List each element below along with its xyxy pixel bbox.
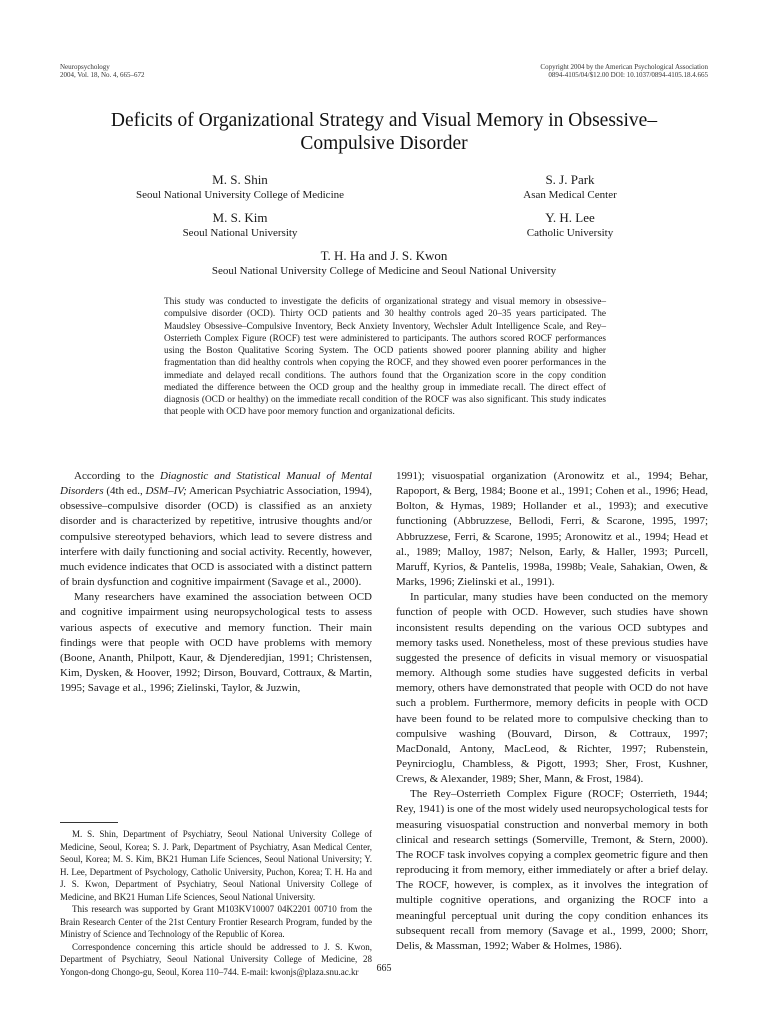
author-block	[100, 172, 380, 202]
author-affiliation: Seoul National University College of Medicine	[135, 189, 345, 201]
body-paragraph: In particular, many studies have been conducted on the memory function of people with OCD. However, such studies have shown inconsistent results depending on the various OCD subtypes and memory tasks used. Nonetheless, most of these previous studies have suggested the presence of deficits in visual memory or visuospatial memory. Although some studies have suggested deficits in verbal memory, others have demonstrated that people with OCD do not have such a problem. Furthermore, memory deficits in people with OCD have been found to be related more to compulsive checking than to compulsive washing (Bouvard, Dirson, & Cottraux, 1997; MacDonald, Antony, MacLeod, & Richter, 1997; Rubenstein, Peynircioglu, Chambless, & Pigott, 1993; Sher, Frost, Kushner, Crews, & Alexander, 1989; Sher, Mann, & Frost, 1984).	[396, 591, 708, 786]
author-name: T. H. Ha and J. S. Kwon	[320, 248, 448, 263]
body-text: (4th ed.,	[103, 485, 146, 498]
paper-title: Deficits of Organizational Strategy and Visual Memory in Obsessive–Compulsive Disorder	[110, 110, 658, 154]
author-name: S. J. Park	[545, 172, 595, 187]
abstract: This study was conducted to investigate the deficits of organizational strategy and visual memory in obsessive–compulsive disorder (OCD). Thirty OCD patients and 30 healthy controls aged 20–35 years participated. The Maudsley Obsessive–Compulsive Inventory, Beck Anxiety Inventory, Wechsler Adult Intelligence Scale, and Rey–Osterrieth Complex Figure (ROCF) test were administered to participants. The authors scored ROCF performances using the Boston Qualitative Scoring System. The OCD patients showed poorer planning ability and higher fragmentation than did healthy controls when copying the ROCF, and they showed even poorer performances in the immediate and delayed recall conditions. The authors found that the Organization score in the copy condition mediated the difference between the OCD group and the healthy group in immediate recall. The direct effect of diagnosis (OCD or healthy) on the immediate recall condition of the ROCF was also significant. This study indicates that people with OCD have poor memory function and organizational deficits.	[164, 297, 606, 418]
author-affiliation: Asan Medical Center	[523, 189, 617, 201]
journal-volume: 2004, Vol. 18, No. 4, 665–672	[60, 71, 145, 79]
author-affiliation: Seoul National University College of Medicine and Seoul National University	[211, 265, 557, 277]
author-affiliation: Catholic University	[526, 227, 614, 239]
author-name: M. S. Shin	[212, 172, 268, 187]
body-paragraph	[60, 469, 372, 590]
footnote-rule	[60, 822, 118, 823]
body-text: American Psychiatric Association, 1994), obsessive–compulsive disorder (OCD) is classified as an anxiety disorder and is characterized by repetitive, intrusive thoughts and/or compulsive stereotyped behaviors, which lead to severe distress and interfere with daily functioning and social activity. Recently, however, much evidence indicates that OCD is associated with a distinct pattern of brain dysfunction and cognitive impairment (Savage et al., 2000).	[60, 485, 372, 589]
author-block	[440, 210, 700, 240]
footnote-paragraph: Correspondence concerning this article should be addressed to J. S. Kwon, Department of Psychiatry, Seoul National University College of Medicine, 28 Yongon-dong Chongo-gu, Seoul, Korea 110–744. E-mail: kwonjs@plaza.snu.ac.kr	[60, 941, 372, 977]
author-block	[100, 248, 668, 278]
body-column-right	[396, 469, 708, 954]
footnote-paragraph: This research was supported by Grant M103KV10007 04K2201 00710 from the Brain Research Center of the 21st Century Frontier Research Program, funded by the Ministry of Science and Technology of the Republic of Korea.	[60, 904, 372, 939]
body-paragraph: Many researchers have examined the association between OCD and cognitive impairment using neuropsychological tests to assess various aspects of executive and memory function. Their main findings were that people with OCD have problems with memory (Boone, Ananth, Philpott, Kaur, & Djenderedjian, 1991; Christensen, Kim, Dysken, & Hoover, 1992; Dirson, Bouvard, Cottraux, & Martin, 1995; Savage et al., 1996; Zielinski, Taylor, & Juzwin,	[60, 591, 372, 695]
doi-line: 0894-4105/04/$12.00 DOI: 10.1037/0894-4105.18.4.665	[548, 71, 708, 79]
journal-name: Neuropsychology	[60, 63, 110, 71]
body-paragraph: 1991); visuospatial organization (Aronowitz et al., 1994; Behar, Rapoport, & Berg, 1984; Boone et al., 1991; Cohen et al., 1996; Head, Bolton, & Hymas, 1989; Hollander et al., 1993); and executive functioning (Abbruzzese, Bellodi, Ferri, & Scarone, 1995, 1997; Abbruzzese, Ferri, & Scarone, 1995; Aronowitz et al., 1994; Head et al., 1989; Malloy, 1987; Nelson, Early, & Haller, 1993; Purcell, Maruff, Kyrios, & Pantelis, 1998a, 1998b; Veale, Sahakian, Owen, & Marks, 1996; Zielinski et al., 1991).	[396, 470, 708, 589]
author-block	[440, 172, 700, 202]
body-paragraph: The Rey–Osterrieth Complex Figure (ROCF; Osterrieth, 1944; Rey, 1941) is one of the most widely used neuropsychological tests for measuring visuospatial construction and nonverbal memory in both clinical and research settings (Somerville, Tremont, & Stern, 2000). The ROCF task involves copying a complex geometric figure and then reproducing it from memory, either immediately or after a brief delay. The ROCF, however, is complex, as it involves the integration of multiple cognitive operations, and organizing the ROCF into a meaningful perceptual unit during the copy condition enhances its subsequent recall from memory (Savage et al., 1999, 2000; Shorr, Delis, & Massman, 1992; Waber & Holmes, 1986).	[396, 788, 708, 952]
copyright-header	[540, 63, 708, 79]
author-block	[100, 210, 380, 240]
footnote-paragraph: M. S. Shin, Department of Psychiatry, Seoul National University College of Medicine, Seoul, Korea; S. J. Park, Department of Psychiatry, Asan Medical Center, Seoul, Korea; M. S. Kim, BK21 Human Life Sciences, Seoul National University; Y. H. Lee, Department of Psychology, Catholic University, Puchon, Korea; T. H. Ha and J. S. Kwon, Department of Psychiatry, Seoul National University College of Medicine, and BK21 Human Life Sciences, Seoul National University.	[60, 829, 372, 902]
body-text: According to the	[74, 470, 160, 482]
author-name: M. S. Kim	[212, 210, 268, 225]
author-note	[60, 828, 372, 978]
copyright-line: Copyright 2004 by the American Psychological Association	[540, 63, 708, 71]
journal-header	[60, 63, 145, 79]
body-italic-text: DSM–IV;	[145, 485, 187, 498]
page-number: 665	[376, 963, 392, 974]
author-name: Y. H. Lee	[545, 210, 595, 225]
author-affiliation: Seoul National University	[182, 227, 298, 239]
body-italic-text: Diagnostic and Statistical Manual of Mental Disorders	[60, 470, 372, 498]
body-column-left	[60, 469, 372, 696]
